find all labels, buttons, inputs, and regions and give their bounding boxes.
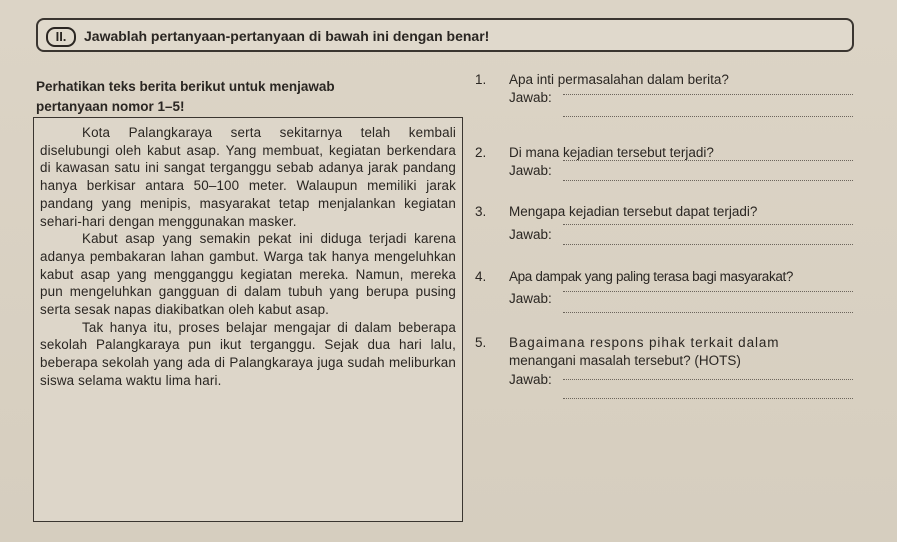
question-item-2 [475,145,875,178]
question-item-4 [475,269,875,306]
answer-line[interactable] [563,398,853,399]
question-text: Apa inti permasalahan dalam berita? [509,72,729,87]
answer-label: Jawab: [509,372,552,387]
answer-line[interactable] [563,180,853,181]
question-number: 5. [475,335,487,350]
question-number: 4. [475,269,487,284]
question-text-continued: menangani masalah tersebut? (HOTS) [509,353,741,368]
instruction-text: Jawablah pertanyaan-pertanyaan di bawah ini dengan benar! [84,28,490,44]
answer-label: Jawab: [509,227,552,242]
question-item-3 [475,204,875,242]
question-number: 3. [475,204,487,219]
answer-label: Jawab: [509,90,552,105]
question-number: 1. [475,72,487,87]
intro-line-1: Perhatikan teks berita berikut untuk menjawab [36,79,335,94]
answer-line[interactable] [563,244,853,245]
passage-intro [36,77,456,117]
passage-paragraph-2: Kabut asap yang semakin pekat ini diduga terjadi karena adanya pembakaran lahan gambut. Warga tak hanya mengeluhkan kabut asap yang mengganggu kegiatan mereka. Namun, mereka pun mengeluhkan gangguan di dalam tubuh yang berupa pusing serta sesak napas diakibatkan oleh kabut asap. [40,231,456,318]
intro-line-2: pertanyaan nomor 1–5! [36,99,185,114]
passage-paragraph-3: Tak hanya itu, proses belajar mengajar di dalam beberapa sekolah Palangkaraya pun ikut terganggu. Sejak dua hari lalu, beberapa sekolah yang ada di Palangkaraya juga sudah meliburkan siswa selama waktu lima hari. [40,319,456,388]
section-number-badge: II. [46,27,76,47]
question-text: Di mana kejadian tersebut terjadi? [509,145,714,160]
answer-line[interactable] [563,379,853,380]
answer-label: Jawab: [509,291,552,306]
answer-line[interactable] [563,224,853,225]
passage-paragraph-1: Kota Palangkaraya serta sekitarnya telah kembali diselubungi oleh kabut asap. Yang membuat, kegiatan berkendara di kawasan satu ini sangat terganggu sebab adanya jarak pandang hanya berkisar antara 50–100 meter. Walaupun memiliki jarak pandang yang menipis, masyarakat tetap menjalankan kegiatan sehari-hari dengan menggunakan masker. [40,125,456,229]
answer-line[interactable] [563,116,853,117]
question-item-1 [475,72,875,105]
question-text: Bagaimana respons pihak terkait dalam [509,335,780,350]
answer-label: Jawab: [509,163,552,178]
instruction-banner [36,18,854,52]
answer-line[interactable] [563,160,853,161]
question-text: Mengapa kejadian tersebut dapat terjadi? [509,204,758,219]
news-passage-box [33,117,463,522]
answer-line[interactable] [563,291,853,292]
answer-line[interactable] [563,312,853,313]
answer-line[interactable] [563,94,853,95]
question-number: 2. [475,145,487,160]
question-text: Apa dampak yang paling terasa bagi masyarakat? [509,269,794,284]
